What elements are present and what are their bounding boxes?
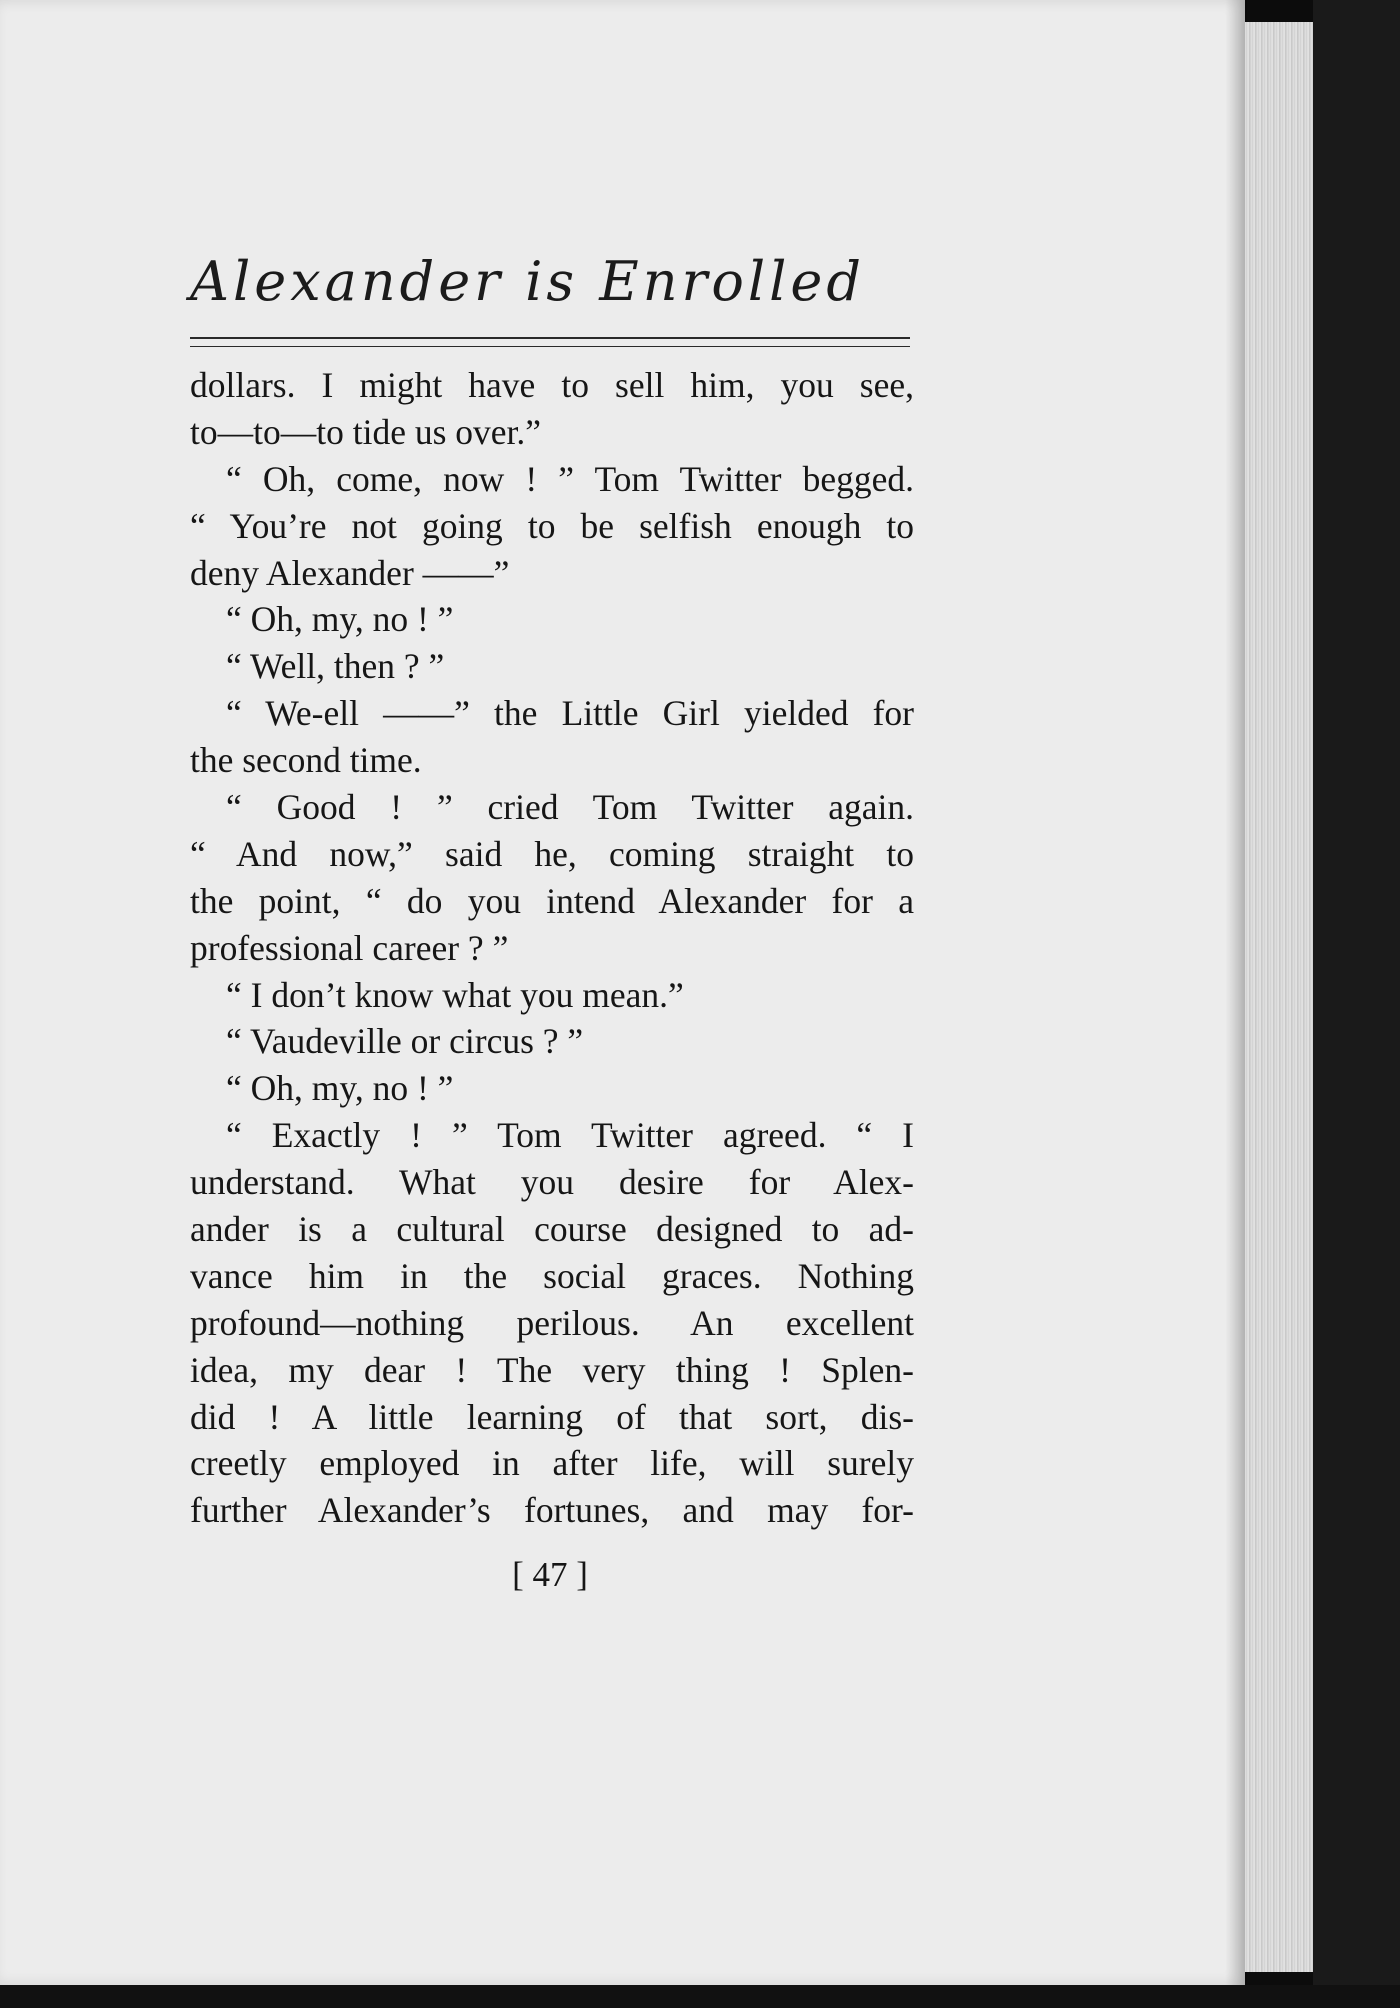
text-line: vance him in the social graces. Nothing <box>190 1255 914 1296</box>
text-line: professional career ? ” <box>190 927 509 968</box>
text-line: creetly employed in after life, will surely <box>190 1443 914 1484</box>
text-line: “ Good ! ” cried Tom Twitter again. <box>226 787 914 828</box>
gutter-shadow <box>1225 0 1247 1985</box>
page-number: [ 47 ] <box>512 1555 588 1594</box>
text-line: “ Vaudeville or circus ? ” <box>226 1021 584 1062</box>
text-line: “ Oh, my, no ! ” <box>226 599 454 640</box>
text-line: deny Alexander ——” <box>190 552 510 593</box>
text-line: “ Oh, come, now ! ” Tom Twitter begged. <box>226 458 914 499</box>
text-line: profound—nothing perilous. An excellent <box>190 1302 914 1343</box>
scan-border <box>0 1985 1400 2008</box>
running-head: Alexander is Enrolled <box>190 250 865 313</box>
header-rule-bottom <box>190 346 910 347</box>
body-text <box>190 362 914 1534</box>
text-line: “ I don’t know what you mean.” <box>226 974 684 1015</box>
text-line: idea, my dear ! The very thing ! Splen- <box>190 1349 914 1390</box>
text-line: further Alexander’s fortunes, and may for- <box>190 1490 914 1531</box>
text-line: understand. What you desire for Alex- <box>190 1162 914 1203</box>
text-line: “ And now,” said he, coming straight to <box>190 833 914 874</box>
text-line: “ We-ell ——” the Little Girl yielded for <box>226 693 914 734</box>
header-rule-top <box>190 337 910 339</box>
text-line: the second time. <box>190 740 422 781</box>
text-line: “ Well, then ? ” <box>226 646 445 687</box>
book-binding <box>1313 0 1400 2008</box>
text-line: the point, “ do you intend Alexander for a <box>190 880 914 921</box>
text-line: dollars. I might have to sell him, you see, <box>190 365 914 405</box>
page-edges <box>1245 22 1313 1972</box>
text-line: “ You’re not going to be selfish enough to <box>190 505 914 546</box>
text-line: “ Oh, my, no ! ” <box>226 1068 454 1109</box>
text-line: did ! A little learning of that sort, dis- <box>190 1396 914 1437</box>
text-line: to—to—to tide us over.” <box>190 411 542 452</box>
text-line: ander is a cultural course designed to ad- <box>190 1209 914 1250</box>
text-line: “ Exactly ! ” Tom Twitter agreed. “ I <box>226 1115 914 1156</box>
